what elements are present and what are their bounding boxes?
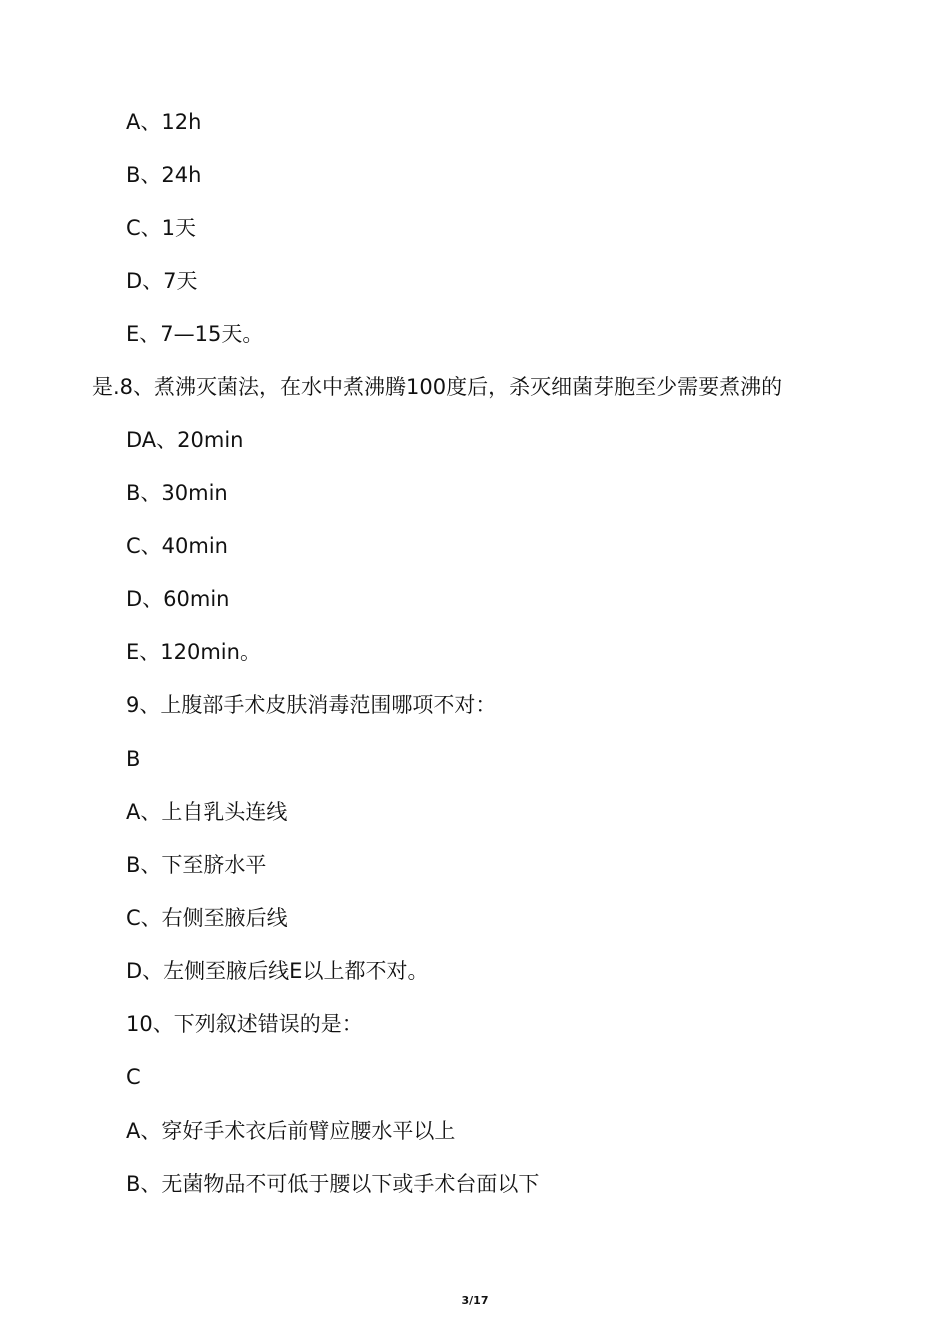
option-10-b: B、无菌物品不可低于腰以下或手术台面以下 <box>126 1172 540 1196</box>
option-8-e: E、120min。 <box>126 640 261 664</box>
question-9: 9、上腹部手术皮肤消毒范围哪项不对： <box>126 693 497 717</box>
answer-9: B <box>126 747 141 771</box>
answer-10: C <box>126 1065 141 1089</box>
option-10-a: A、穿好手术衣后前臂应腰水平以上 <box>126 1119 456 1143</box>
question-10: 10、下列叙述错误的是： <box>126 1012 363 1036</box>
option-9-d-e: D、左侧至腋后线E以上都不对。 <box>126 959 429 983</box>
page-number: 3/17 <box>461 1294 489 1307</box>
option-7-c: C、1天 <box>126 216 197 240</box>
option-8-d: D、60min <box>126 587 230 611</box>
option-8-c: C、40min <box>126 534 228 558</box>
option-9-b: B、下至脐水平 <box>126 853 267 877</box>
option-8-a-with-answer: DA、20min <box>126 428 244 452</box>
option-9-c: C、右侧至腋后线 <box>126 906 288 930</box>
option-7-a: A、12h <box>126 110 202 134</box>
option-8-b: B、30min <box>126 481 228 505</box>
option-7-b: B、24h <box>126 163 202 187</box>
question-8: 是.8、煮沸灭菌法，在水中煮沸腾100度后，杀灭细菌芽胞至少需要煮沸的 <box>92 375 783 399</box>
option-9-a: A、上自乳头连线 <box>126 800 288 824</box>
option-7-d: D、7天 <box>126 269 198 293</box>
option-7-e: E、7—15天。 <box>126 322 264 346</box>
